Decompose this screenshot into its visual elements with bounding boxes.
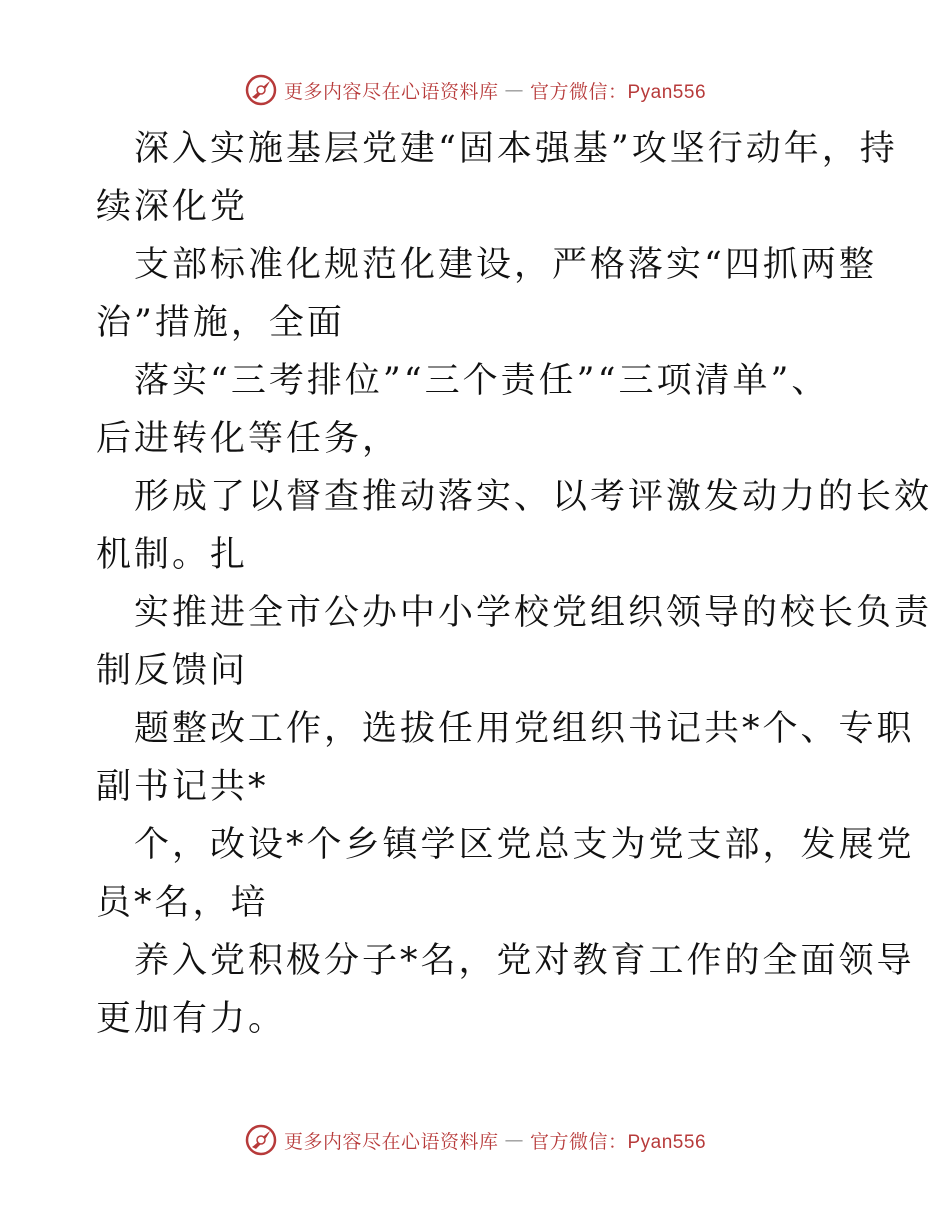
paragraph-line: 个，改设*个乡镇学区党总支为党支部，发展党 — [134, 825, 915, 865]
watermark-separator: — — [504, 1129, 524, 1151]
paragraph-line: 副书记共* — [96, 767, 269, 807]
paragraph-line: 机制。扎 — [96, 535, 249, 575]
footer-watermark — [0, 1120, 950, 1160]
paragraph-8 — [96, 932, 915, 1048]
paragraph-6 — [96, 700, 915, 816]
watermark-main-text: 更多内容尽在心语资料库 — [283, 1130, 499, 1153]
watermark-separator: — — [504, 79, 524, 101]
watermark-main-text: 更多内容尽在心语资料库 — [283, 80, 499, 103]
paragraph-line: 养入党积极分子*名，党对教育工作的全面领导 — [134, 941, 915, 981]
paragraph-line: 落实“三考排位”“三个责任”“三项清单”、 — [134, 361, 830, 401]
paragraph-3 — [96, 352, 856, 468]
paragraph-line: 形成了以督查推动落实、以考评激发动力的长效 — [134, 477, 933, 517]
paragraph-5 — [96, 584, 933, 700]
paragraph-line: 制反馈问 — [96, 651, 249, 691]
paragraph-line: 深入实施基层党建“固本强基”攻坚行动年，持 — [134, 129, 898, 169]
paragraph-4 — [96, 468, 933, 584]
watermark-wechat-text: 官方微信：Pyan556 — [530, 81, 707, 103]
paragraph-line: 支部标准化规范化建设，严格落实“四抓两整 — [134, 245, 877, 285]
paragraph-line: 治”措施，全面 — [96, 303, 345, 343]
quill-logo-icon — [244, 1123, 278, 1157]
paragraph-line: 后进转化等任务， — [96, 419, 401, 459]
paragraph-line: 实推进全市公办中小学校党组织领导的校长负责 — [134, 593, 933, 633]
document-body — [96, 120, 933, 1048]
quill-logo-icon — [244, 73, 278, 107]
paragraph-line: 员*名，培 — [96, 883, 269, 923]
paragraph-line: 续深化党 — [96, 187, 249, 227]
paragraph-line: 更加有力。 — [96, 999, 287, 1039]
header-watermark — [0, 70, 950, 110]
paragraph-1 — [96, 120, 898, 236]
paragraph-2 — [96, 236, 877, 352]
paragraph-7 — [96, 816, 915, 932]
paragraph-line: 题整改工作，选拔任用党组织书记共*个、专职 — [134, 709, 915, 749]
watermark-wechat-text: 官方微信：Pyan556 — [530, 1131, 707, 1153]
